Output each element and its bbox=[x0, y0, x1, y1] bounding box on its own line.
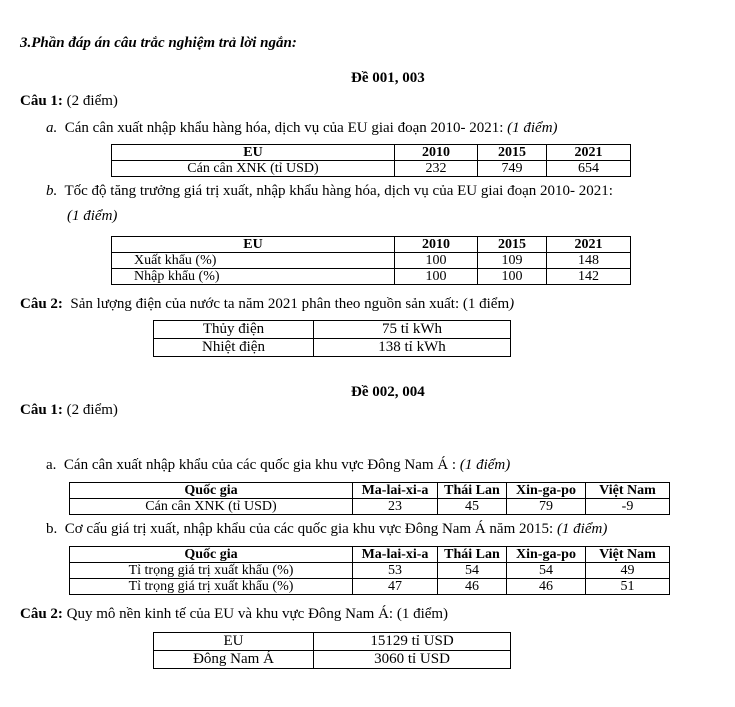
table-cell: 3060 tỉ USD bbox=[314, 651, 511, 669]
table-header-row bbox=[112, 145, 631, 161]
exam2-b-text: Cơ cấu giá trị xuất, nhập khẩu của các quốc gia khu vực Đông Nam Á năm 2015: bbox=[64, 521, 554, 537]
table-cell: Cán cân XNK (tỉ USD) bbox=[112, 161, 395, 177]
table-cell: 53 bbox=[353, 563, 438, 579]
exam2-b-points: (1 điểm) bbox=[556, 521, 608, 537]
table-cell: EU bbox=[154, 633, 314, 651]
table-row bbox=[154, 339, 511, 357]
exam1-item-b bbox=[46, 183, 613, 200]
exam1-header: Đề 001, 003 bbox=[351, 70, 425, 86]
exam1-a-text: Cán cân xuất nhập khẩu hàng hóa, dịch vụ của EU giai đoạn 2010- 2021: bbox=[64, 120, 504, 136]
exam2-q2-label: Câu 2: bbox=[20, 606, 63, 622]
table-header-cell: Quốc gia bbox=[70, 547, 353, 563]
table-header-cell: 2015 bbox=[478, 145, 547, 161]
table-cell: 654 bbox=[547, 161, 631, 177]
table-cell: 47 bbox=[353, 579, 438, 595]
table-cell: Nhiệt điện bbox=[154, 339, 314, 357]
table-header-cell: Việt Nam bbox=[586, 547, 670, 563]
exam1-q2-paren: ) bbox=[509, 296, 515, 312]
table-cell: Tỉ trọng giá trị xuất khẩu (%) bbox=[70, 563, 353, 579]
exam1-q2-text: Sản lượng điện của nước ta năm 2021 phân theo nguồn sản xuất: (1 điểm bbox=[70, 296, 510, 312]
table-header-cell: Thái Lan bbox=[438, 483, 507, 499]
table-cell: 75 tỉ kWh bbox=[314, 321, 511, 339]
table-cell: 46 bbox=[507, 579, 586, 595]
exam1-b-marker: b. bbox=[46, 183, 58, 199]
table-header-cell: Ma-lai-xi-a bbox=[353, 483, 438, 499]
exam1-table-q2 bbox=[153, 320, 511, 357]
table-header-row bbox=[70, 547, 670, 563]
table-cell: 148 bbox=[547, 253, 631, 269]
table-cell: 100 bbox=[395, 269, 478, 285]
table-cell: 232 bbox=[395, 161, 478, 177]
exam1-table-a bbox=[111, 144, 631, 177]
table-cell: Tỉ trọng giá trị xuất khẩu (%) bbox=[70, 579, 353, 595]
table-cell: 46 bbox=[438, 579, 507, 595]
table-cell: 23 bbox=[353, 499, 438, 515]
exam1-table-b bbox=[111, 236, 631, 285]
table-header-row bbox=[112, 237, 631, 253]
table-cell: 100 bbox=[478, 269, 547, 285]
table-cell: 15129 tỉ USD bbox=[314, 633, 511, 651]
table-header-cell: 2010 bbox=[395, 237, 478, 253]
table-cell: Cán cân XNK (tỉ USD) bbox=[70, 499, 353, 515]
table-row bbox=[112, 269, 631, 285]
exam1-q1-label: Câu 1: bbox=[20, 93, 63, 109]
exam2-q2 bbox=[20, 606, 448, 623]
exam2-a-marker: a. bbox=[46, 457, 57, 473]
table-row bbox=[70, 563, 670, 579]
table-cell: 142 bbox=[547, 269, 631, 285]
table-cell: 54 bbox=[438, 563, 507, 579]
table-cell: Nhập khẩu (%) bbox=[112, 269, 395, 285]
table-cell: 109 bbox=[478, 253, 547, 269]
table-header-cell: Việt Nam bbox=[586, 483, 670, 499]
table-cell: Đông Nam Á bbox=[154, 651, 314, 669]
table-header-cell: Xin-ga-po bbox=[507, 547, 586, 563]
exam1-a-marker: a. bbox=[46, 120, 58, 136]
exam1-q2 bbox=[20, 296, 514, 313]
exam1-b-points: (1 điểm) bbox=[67, 208, 118, 224]
exam2-q1-label: Câu 1: bbox=[20, 402, 63, 418]
table-cell: 749 bbox=[478, 161, 547, 177]
table-cell: -9 bbox=[586, 499, 670, 515]
exam2-table-b bbox=[69, 546, 670, 595]
table-cell: 49 bbox=[586, 563, 670, 579]
table-header-cell: EU bbox=[112, 145, 395, 161]
table-header-cell: EU bbox=[112, 237, 395, 253]
exam1-q2-label: Câu 2: bbox=[20, 296, 63, 312]
exam2-a-points: (1 điểm) bbox=[459, 457, 511, 473]
exam2-b-marker: b. bbox=[46, 521, 58, 537]
table-cell: 79 bbox=[507, 499, 586, 515]
table-cell: 51 bbox=[586, 579, 670, 595]
exam2-a-text: Cán cân xuất nhập khẩu của các quốc gia khu vực Đông Nam Á : bbox=[63, 457, 457, 473]
table-row bbox=[112, 161, 631, 177]
exam1-q1 bbox=[20, 93, 118, 110]
exam1-item-a bbox=[46, 120, 558, 137]
table-cell: 45 bbox=[438, 499, 507, 515]
exam2-q2-text: Quy mô nền kinh tế của EU và khu vực Đông Nam Á: (1 điểm) bbox=[66, 606, 449, 622]
exam2-q1 bbox=[20, 402, 118, 419]
exam2-item-a bbox=[46, 457, 510, 474]
table-row bbox=[154, 321, 511, 339]
table-row bbox=[154, 651, 511, 669]
table-row bbox=[112, 253, 631, 269]
table-header-cell: Xin-ga-po bbox=[507, 483, 586, 499]
table-header-cell: 2015 bbox=[478, 237, 547, 253]
exam2-q1-points: (2 điểm) bbox=[66, 402, 118, 418]
table-header-cell: Thái Lan bbox=[438, 547, 507, 563]
exam1-q1-points: (2 điểm) bbox=[66, 93, 118, 109]
table-header-row bbox=[70, 483, 670, 499]
table-cell: 54 bbox=[507, 563, 586, 579]
table-header-cell: Ma-lai-xi-a bbox=[353, 547, 438, 563]
table-cell: Xuất khẩu (%) bbox=[112, 253, 395, 269]
table-header-cell: 2021 bbox=[547, 237, 631, 253]
exam2-item-b bbox=[46, 521, 607, 538]
table-header-cell: 2021 bbox=[547, 145, 631, 161]
exam1-a-points: (1 điểm) bbox=[507, 120, 558, 136]
table-header-cell: Quốc gia bbox=[70, 483, 353, 499]
exam1-b-text: Tốc độ tăng trưởng giá trị xuất, nhập khẩu hàng hóa, dịch vụ của EU giai đoạn 2010- 2021: bbox=[64, 183, 613, 199]
exam2-table-a bbox=[69, 482, 670, 515]
table-row bbox=[70, 579, 670, 595]
table-cell: 138 tỉ kWh bbox=[314, 339, 511, 357]
table-cell: Thủy điện bbox=[154, 321, 314, 339]
table-header-cell: 2010 bbox=[395, 145, 478, 161]
table-cell: 100 bbox=[395, 253, 478, 269]
exam2-table-q2 bbox=[153, 632, 511, 669]
exam2-header: Đề 002, 004 bbox=[351, 384, 425, 400]
section-title: 3.Phần đáp án câu trắc nghiệm trả lời ngắn: bbox=[20, 35, 297, 51]
table-row bbox=[70, 499, 670, 515]
table-row bbox=[154, 633, 511, 651]
